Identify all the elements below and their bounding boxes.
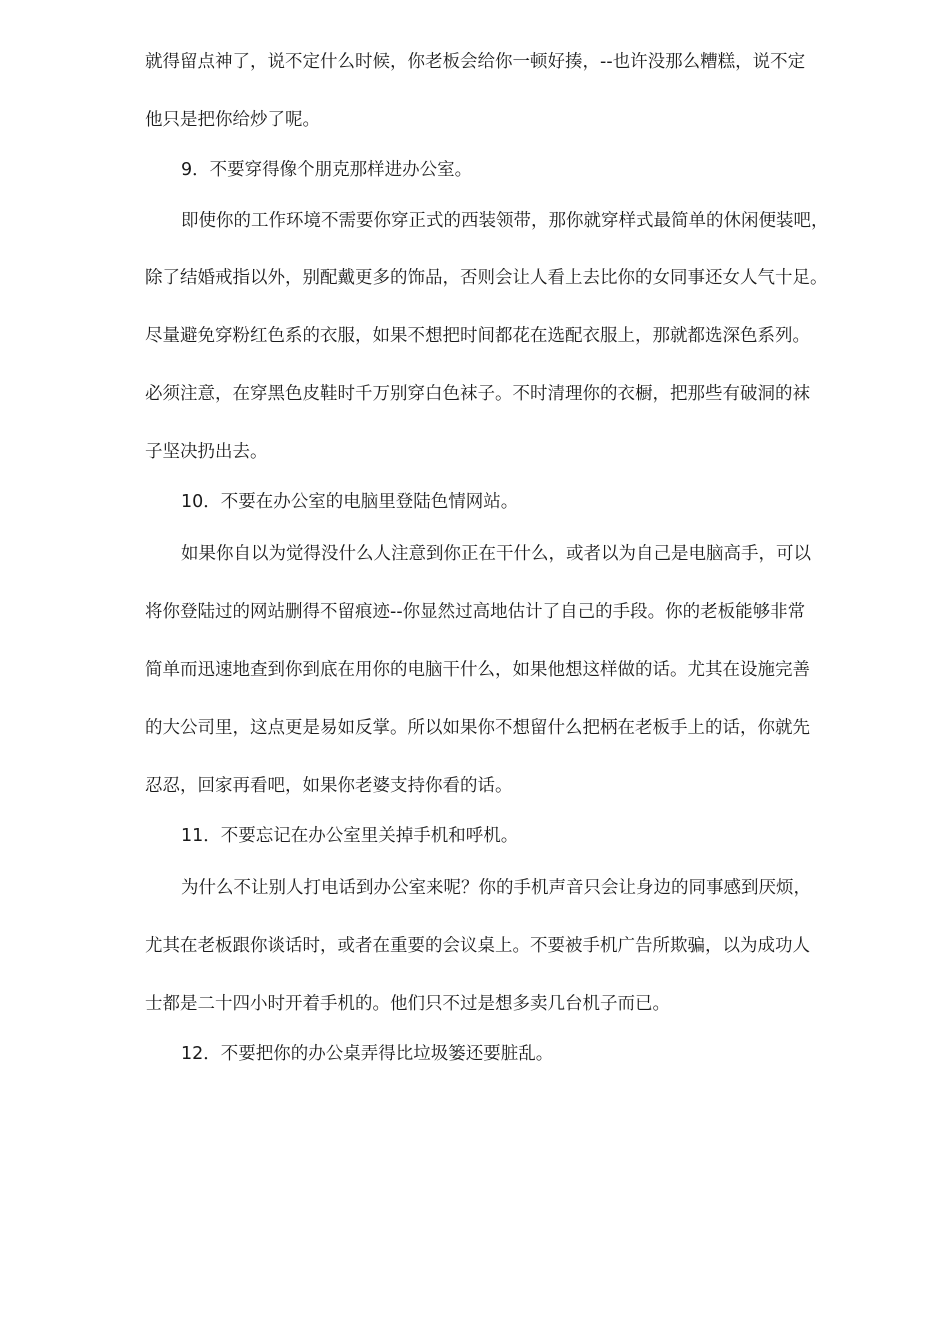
paragraph-line: 即使你的工作环境不需要你穿正式的西装领带，那你就穿样式最简单的休闲便装吧， [181,211,829,231]
paragraph-line: 士都是二十四小时开着手机的。他们只不过是想多卖几台机子而已。 [145,994,670,1014]
section-heading-12: 12．不要把你的办公桌弄得比垃圾篓还要脏乱。 [181,1044,554,1064]
paragraph-line: 忍忍，回家再看吧，如果你老婆支持你看的话。 [145,776,513,796]
paragraph-line: 如果你自以为觉得没什么人注意到你正在干什么，或者以为自己是电脑高手，可以 [181,544,811,564]
paragraph-line: 就得留点神了，说不定什么时候，你老板会给你一顿好揍，--也许没那么糟糕，说不定 [145,52,806,72]
paragraph-line: 除了结婚戒指以外，别配戴更多的饰品，否则会让人看上去比你的女同事还女人气十足。 [145,268,828,288]
paragraph-line: 为什么不让别人打电话到办公室来呢？你的手机声音只会让身边的同事感到厌烦， [181,878,811,898]
paragraph-line: 将你登陆过的网站删得不留痕迹--你显然过高地估计了自己的手段。你的老板能够非常 [145,602,806,622]
paragraph-line: 的大公司里，这点更是易如反掌。所以如果你不想留什么把柄在老板手上的话，你就先 [145,718,810,738]
section-heading-10: 10．不要在办公室的电脑里登陆色情网站。 [181,492,519,512]
paragraph-line: 尽量避免穿粉红色系的衣服，如果不想把时间都花在选配衣服上，那就都选深色系列。 [145,326,810,346]
section-heading-11: 11．不要忘记在办公室里关掉手机和呼机。 [181,826,519,846]
paragraph-line: 简单而迅速地查到你到底在用你的电脑干什么，如果他想这样做的话。尤其在设施完善 [145,660,810,680]
paragraph-line: 他只是把你给炒了呢。 [145,110,320,130]
paragraph-line: 尤其在老板跟你谈话时，或者在重要的会议桌上。不要被手机广告所欺骗，以为成功人 [145,936,810,956]
paragraph-line: 必须注意，在穿黑色皮鞋时千万别穿白色袜子。不时清理你的衣橱，把那些有破洞的袜 [145,384,810,404]
paragraph-line: 子坚决扔出去。 [145,442,268,462]
section-heading-9: 9．不要穿得像个朋克那样进办公室。 [181,160,473,180]
